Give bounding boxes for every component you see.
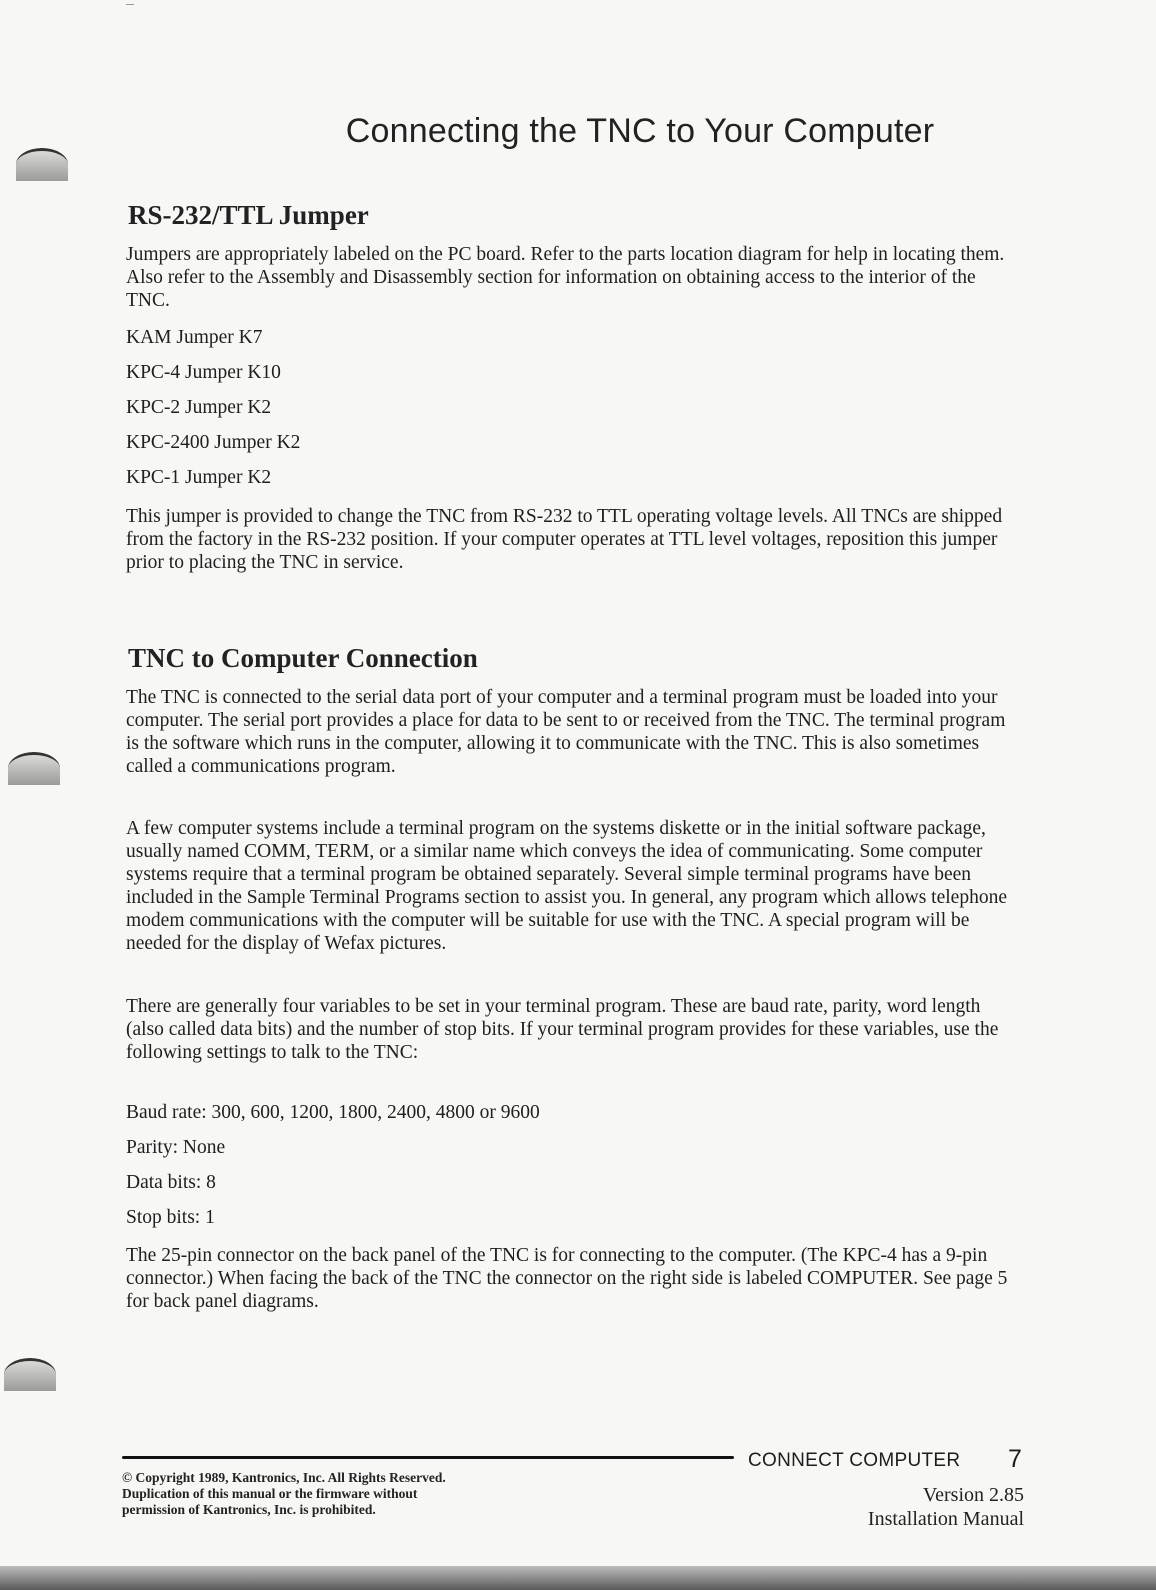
setting-item: Stop bits: 1 xyxy=(126,1207,215,1228)
scan-edge xyxy=(0,1566,1156,1590)
footer-rule xyxy=(122,1456,734,1459)
binder-hole-icon xyxy=(8,752,60,785)
section-heading-connection: TNC to Computer Connection xyxy=(128,643,478,673)
setting-item: Baud rate: 300, 600, 1200, 1800, 2400, 4800 or 9600 xyxy=(126,1102,540,1123)
jumper-item: KPC-2400 Jumper K2 xyxy=(126,432,301,453)
version-label: Version 2.85 xyxy=(922,1484,1024,1506)
jumper-item: KAM Jumper K7 xyxy=(126,327,263,348)
jumper-item: KPC-1 Jumper K2 xyxy=(126,467,272,488)
binder-hole-icon xyxy=(16,148,68,181)
connection-paragraph: There are generally four variables to be set in your terminal program. These are baud rate, parity, word length (also called data bits) and the number of stop bits. If your terminal program provides for these variables, use the following settings to talk to the TNC: xyxy=(126,996,999,1063)
section-heading-jumper: RS-232/TTL Jumper xyxy=(128,200,369,230)
footer-section-label: CONNECT COMPUTER xyxy=(748,1450,961,1471)
connection-paragraph: A few computer systems include a terminal program on the systems diskette or in the initial software package, usually named COMM, TERM, or a similar name which conveys the idea of communicating. Some computer systems require that a terminal program be obtained separately. Several simple terminal programs have been included in the Sample Terminal Programs section to assist you. In general, any program which allows telephone modem communications with the computer will be suitable for use with the TNC. A special program will be needed for the display of Wefax pictures. xyxy=(126,818,1007,954)
setting-item: Data bits: 8 xyxy=(126,1172,216,1193)
jumper-item: KPC-2 Jumper K2 xyxy=(126,397,272,418)
jumper-note-paragraph: This jumper is provided to change the TNC from RS-232 to TTL operating voltage levels. All TNCs are shipped from the factory in the RS-232 position. If your computer operates at TTL level voltages, reposition this jumper prior to placing the TNC in service. xyxy=(126,506,1003,573)
copyright-line: © Copyright 1989, Kantronics, Inc. All Rights Reserved. xyxy=(122,1470,446,1485)
copyright-notice xyxy=(122,1470,642,1518)
connection-paragraph: The TNC is connected to the serial data port of your computer and a terminal program must be loaded into your computer. The serial port provides a place for data to be sent to or received from the TNC. The terminal program is the software which runs in the computer, allowing it to communicate with the TNC. This is also sometimes called a communications program. xyxy=(126,687,1006,777)
binder-hole-icon xyxy=(4,1358,56,1391)
jumper-item: KPC-4 Jumper K10 xyxy=(126,362,281,383)
page-title: Connecting the TNC to Your Computer xyxy=(345,112,935,150)
setting-item: Parity: None xyxy=(126,1137,226,1158)
scan-mark xyxy=(126,4,134,5)
page-number: 7 xyxy=(1008,1445,1022,1473)
copyright-line: permission of Kantronics, Inc. is prohibited. xyxy=(122,1502,376,1517)
connection-paragraph: The 25-pin connector on the back panel of the TNC is for connecting to the computer. (The KPC-4 has a 9-pin connector.) When facing the back of the TNC the connector on the right side is labeled COMPUTER. See page 5 for back panel diagrams. xyxy=(126,1245,1008,1312)
manual-label: Installation Manual xyxy=(867,1508,1024,1530)
jumper-intro-paragraph: Jumpers are appropriately labeled on the PC board. Refer to the parts location diagram for help in locating them. Also refer to the Assembly and Disassembly section for information on obtaining access to the interior of the TNC. xyxy=(126,244,1005,311)
copyright-line: Duplication of this manual or the firmware without xyxy=(122,1486,418,1501)
